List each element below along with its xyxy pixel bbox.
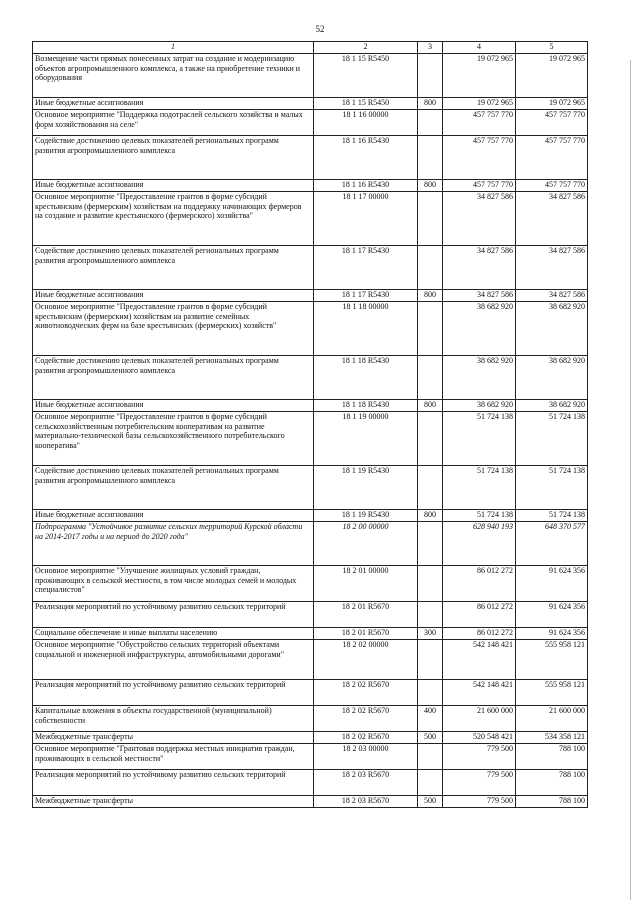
header-col-3: 3 <box>418 42 443 54</box>
row-value-1: 542 148 421 <box>443 680 516 706</box>
table-row <box>33 136 588 180</box>
table-row <box>33 510 588 522</box>
row-value-1: 34 827 586 <box>443 246 516 290</box>
row-value-1: 86 012 272 <box>443 566 516 602</box>
row-name: Содействие достижению целевых показателей региональных программ развития агропромышленного комплекса <box>33 356 314 400</box>
table-row <box>33 522 588 566</box>
row-value-1: 457 757 770 <box>443 180 516 192</box>
row-name: Основное мероприятие "Поддержка подотраслей сельского хозяйства и малых форм хозяйствования на селе" <box>33 110 314 136</box>
row-code: 18 1 18 00000 <box>314 302 418 356</box>
row-type: 800 <box>418 290 443 302</box>
row-type: 400 <box>418 706 443 732</box>
row-type: 800 <box>418 510 443 522</box>
row-type <box>418 136 443 180</box>
row-name: Содействие достижению целевых показателей региональных программ развития агропромышленного комплекса <box>33 246 314 290</box>
table-row <box>33 466 588 510</box>
header-row <box>33 42 588 54</box>
header-col-1: 1 <box>33 42 314 54</box>
table-row <box>33 770 588 796</box>
row-value-1: 34 827 586 <box>443 192 516 246</box>
row-value-2: 34 827 586 <box>516 192 588 246</box>
row-type <box>418 246 443 290</box>
row-name: Основное мероприятие "Улучшение жилищных условий граждан, проживающих в сельской местности, в том числе молодых семей и молодых специалистов" <box>33 566 314 602</box>
row-value-1: 51 724 138 <box>443 412 516 466</box>
header-col-2: 2 <box>314 42 418 54</box>
table-row <box>33 110 588 136</box>
table-row <box>33 180 588 192</box>
row-code: 18 1 17 00000 <box>314 192 418 246</box>
row-code: 18 1 19 00000 <box>314 412 418 466</box>
row-value-2: 34 827 586 <box>516 246 588 290</box>
row-value-1: 779 500 <box>443 770 516 796</box>
row-value-1: 51 724 138 <box>443 466 516 510</box>
table-row <box>33 98 588 110</box>
row-type: 300 <box>418 628 443 640</box>
row-value-2: 38 682 920 <box>516 400 588 412</box>
row-value-2: 534 358 121 <box>516 732 588 744</box>
row-name: Содействие достижению целевых показателей региональных программ развития агропромышленного комплекса <box>33 136 314 180</box>
row-code: 18 1 16 R5430 <box>314 136 418 180</box>
row-value-2: 457 757 770 <box>516 110 588 136</box>
row-type <box>418 680 443 706</box>
table-row <box>33 290 588 302</box>
row-name: Реализация мероприятий по устойчивому развитию сельских территорий <box>33 602 314 628</box>
row-name: Содействие достижению целевых показателей региональных программ развития агропромышленного комплекса <box>33 466 314 510</box>
row-code: 18 1 17 R5430 <box>314 290 418 302</box>
row-value-1: 542 148 421 <box>443 640 516 680</box>
table-row <box>33 744 588 770</box>
row-type <box>418 770 443 796</box>
row-code: 18 1 18 R5430 <box>314 356 418 400</box>
row-type <box>418 302 443 356</box>
row-value-2: 51 724 138 <box>516 466 588 510</box>
table-row <box>33 192 588 246</box>
row-name: Иные бюджетные ассигнования <box>33 510 314 522</box>
table-row <box>33 706 588 732</box>
row-value-2: 51 724 138 <box>516 510 588 522</box>
row-name: Межбюджетные трансферты <box>33 732 314 744</box>
row-name: Капитальные вложения в объекты государственной (муниципальной) собственности <box>33 706 314 732</box>
row-value-2: 788 100 <box>516 744 588 770</box>
row-name: Иные бюджетные ассигнования <box>33 290 314 302</box>
row-value-2: 457 757 770 <box>516 180 588 192</box>
row-code: 18 1 19 R5430 <box>314 466 418 510</box>
row-code: 18 2 03 00000 <box>314 744 418 770</box>
table-row <box>33 640 588 680</box>
row-value-1: 86 012 272 <box>443 628 516 640</box>
row-type: 800 <box>418 180 443 192</box>
table-row <box>33 400 588 412</box>
row-value-1: 51 724 138 <box>443 510 516 522</box>
scan-edge-line <box>630 60 631 900</box>
row-code: 18 2 01 R5670 <box>314 628 418 640</box>
table-row <box>33 602 588 628</box>
row-value-2: 51 724 138 <box>516 412 588 466</box>
row-value-1: 628 940 193 <box>443 522 516 566</box>
table-row <box>33 796 588 808</box>
row-code: 18 2 03 R5670 <box>314 770 418 796</box>
row-name: Основное мероприятие "Предоставление грантов в форме субсидий крестьянским (фермерским) хозяйствам на развитие семейных животноводческих ферм на базе крестьянских (фермерских) хозяйств" <box>33 302 314 356</box>
row-name: Основное мероприятие "Обустройство сельских территорий объектами социальной и инженерной инфраструктуры, автомобильными дорогами" <box>33 640 314 680</box>
row-type: 800 <box>418 400 443 412</box>
row-name: Основное мероприятие "Предоставление грантов в форме субсидий сельскохозяйственным потребительским кооперативам на развитие материально-технической базы сельскохозяйственного потребительского кооператива" <box>33 412 314 466</box>
row-value-2: 788 100 <box>516 770 588 796</box>
table-row <box>33 302 588 356</box>
row-value-1: 779 500 <box>443 744 516 770</box>
row-value-2: 648 370 577 <box>516 522 588 566</box>
row-value-2: 788 100 <box>516 796 588 808</box>
table-row <box>33 412 588 466</box>
row-code: 18 2 02 R5670 <box>314 732 418 744</box>
row-code: 18 2 02 R5670 <box>314 706 418 732</box>
row-name: Иные бюджетные ассигнования <box>33 98 314 110</box>
row-name: Подпрограмма "Устойчивое развитие сельских территорий Курской области на 2014-2017 годы и на период до 2020 года" <box>33 522 314 566</box>
row-type <box>418 192 443 246</box>
row-value-1: 86 012 272 <box>443 602 516 628</box>
row-name: Иные бюджетные ассигнования <box>33 180 314 192</box>
row-value-1: 520 548 421 <box>443 732 516 744</box>
row-type <box>418 110 443 136</box>
row-code: 18 1 16 R5430 <box>314 180 418 192</box>
row-code: 18 1 19 R5430 <box>314 510 418 522</box>
row-type <box>418 640 443 680</box>
row-value-2: 19 072 965 <box>516 98 588 110</box>
row-type <box>418 566 443 602</box>
page-number: 52 <box>315 24 325 34</box>
table-row <box>33 628 588 640</box>
row-code: 18 2 00 00000 <box>314 522 418 566</box>
row-name: Социальное обеспечение и иные выплаты населению <box>33 628 314 640</box>
row-value-2: 38 682 920 <box>516 302 588 356</box>
row-value-2: 38 682 920 <box>516 356 588 400</box>
row-name: Иные бюджетные ассигнования <box>33 400 314 412</box>
row-value-1: 38 682 920 <box>443 302 516 356</box>
row-type: 800 <box>418 98 443 110</box>
budget-table <box>32 41 588 808</box>
row-code: 18 2 01 00000 <box>314 566 418 602</box>
row-code: 18 2 03 R5670 <box>314 796 418 808</box>
table-row <box>33 566 588 602</box>
row-name: Реализация мероприятий по устойчивому развитию сельских территорий <box>33 770 314 796</box>
header-col-4: 4 <box>443 42 516 54</box>
row-value-2: 91 624 356 <box>516 602 588 628</box>
row-value-1: 34 827 586 <box>443 290 516 302</box>
row-value-1: 457 757 770 <box>443 110 516 136</box>
row-code: 18 1 16 00000 <box>314 110 418 136</box>
row-type <box>418 54 443 98</box>
row-code: 18 1 18 R5430 <box>314 400 418 412</box>
row-value-2: 91 624 356 <box>516 566 588 602</box>
row-type <box>418 466 443 510</box>
row-value-1: 457 757 770 <box>443 136 516 180</box>
row-type: 500 <box>418 796 443 808</box>
row-type <box>418 522 443 566</box>
row-value-1: 38 682 920 <box>443 356 516 400</box>
row-value-1: 779 500 <box>443 796 516 808</box>
row-value-2: 457 757 770 <box>516 136 588 180</box>
row-value-2: 21 600 000 <box>516 706 588 732</box>
row-code: 18 2 01 R5670 <box>314 602 418 628</box>
row-value-2: 555 958 121 <box>516 640 588 680</box>
row-code: 18 1 15 R5450 <box>314 98 418 110</box>
row-name: Реализация мероприятий по устойчивому развитию сельских территорий <box>33 680 314 706</box>
header-col-5: 5 <box>516 42 588 54</box>
row-type <box>418 602 443 628</box>
row-code: 18 2 02 00000 <box>314 640 418 680</box>
table-row <box>33 54 588 98</box>
row-value-1: 21 600 000 <box>443 706 516 732</box>
row-type <box>418 356 443 400</box>
row-name: Основное мероприятие "Предоставление грантов в форме субсидий крестьянским (фермерским) хозяйствам на поддержку начинающих фермеров на создание и развитие крестьянского (фермерского) хозяйства" <box>33 192 314 246</box>
row-value-2: 555 958 121 <box>516 680 588 706</box>
row-code: 18 1 15 R5450 <box>314 54 418 98</box>
row-name: Возмещение части прямых понесенных затрат на создание и модернизацию объектов агропромышленного комплекса, а также на приобретение техники и оборудования <box>33 54 314 98</box>
table-row <box>33 356 588 400</box>
row-name: Основное мероприятие "Грантовая поддержка местных инициатив граждан, проживающих в сельской местности" <box>33 744 314 770</box>
row-type: 500 <box>418 732 443 744</box>
row-type <box>418 412 443 466</box>
row-value-2: 91 624 356 <box>516 628 588 640</box>
row-type <box>418 744 443 770</box>
row-value-2: 34 827 586 <box>516 290 588 302</box>
row-code: 18 2 02 R5670 <box>314 680 418 706</box>
row-value-1: 38 682 920 <box>443 400 516 412</box>
table-row <box>33 246 588 290</box>
row-value-1: 19 072 965 <box>443 54 516 98</box>
row-value-1: 19 072 965 <box>443 98 516 110</box>
table-row <box>33 732 588 744</box>
row-code: 18 1 17 R5430 <box>314 246 418 290</box>
table-row <box>33 680 588 706</box>
row-value-2: 19 072 965 <box>516 54 588 98</box>
row-name: Межбюджетные трансферты <box>33 796 314 808</box>
